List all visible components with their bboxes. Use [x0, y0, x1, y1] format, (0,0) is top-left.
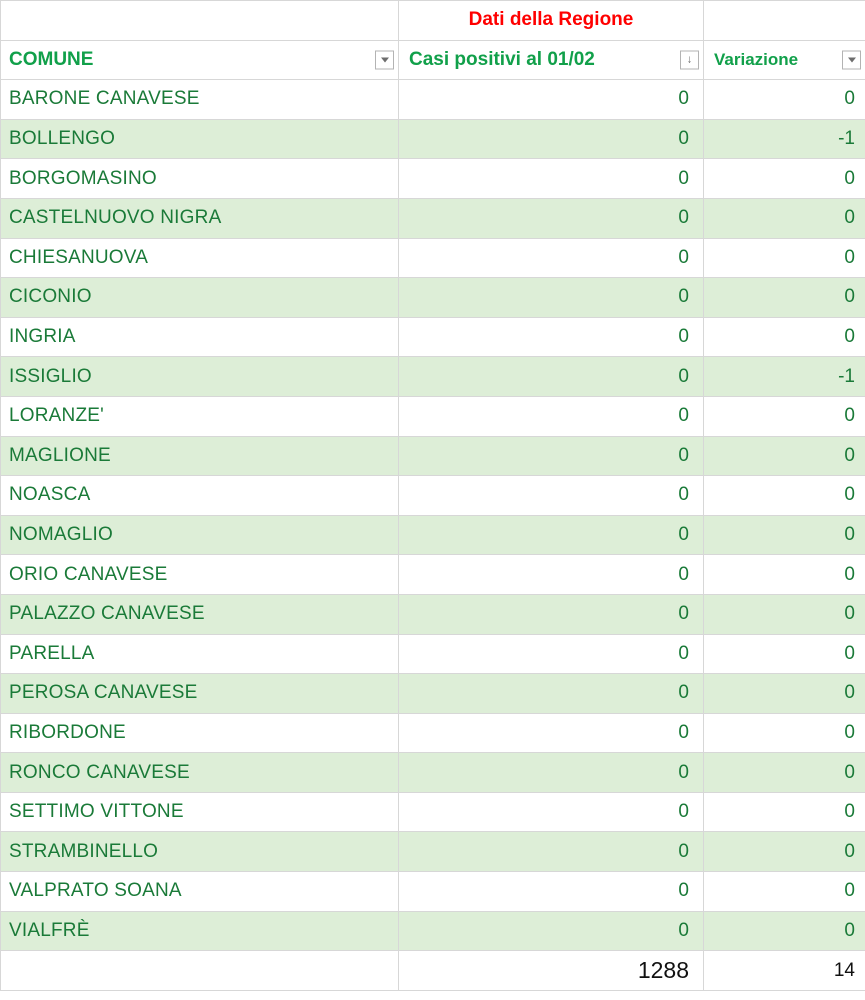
cell-variazione[interactable]: 0: [704, 396, 865, 436]
table-row[interactable]: [1, 792, 865, 832]
cell-variazione[interactable]: 0: [704, 911, 865, 951]
cell-comune[interactable]: INGRIA: [1, 317, 399, 357]
cell-variazione[interactable]: 0: [704, 476, 865, 516]
cell-casi[interactable]: 0: [399, 555, 704, 595]
table-row[interactable]: [1, 911, 865, 951]
title-row-blank-cell[interactable]: [1, 1, 399, 41]
cell-comune[interactable]: STRAMBINELLO: [1, 832, 399, 872]
cell-casi[interactable]: 0: [399, 317, 704, 357]
cell-variazione[interactable]: 0: [704, 238, 865, 278]
table-row[interactable]: [1, 357, 865, 397]
table-row[interactable]: [1, 555, 865, 595]
cell-variazione[interactable]: 0: [704, 634, 865, 674]
cell-comune[interactable]: VALPRATO SOANA: [1, 872, 399, 912]
title-row: [1, 1, 865, 41]
cell-casi[interactable]: 0: [399, 674, 704, 714]
table-row[interactable]: [1, 238, 865, 278]
table-row[interactable]: [1, 713, 865, 753]
cell-comune[interactable]: RONCO CANAVESE: [1, 753, 399, 793]
cell-variazione[interactable]: 0: [704, 872, 865, 912]
title-row-blank-cell-right[interactable]: [704, 1, 865, 41]
chevron-down-icon: [381, 57, 389, 62]
cell-comune[interactable]: CHIESANUOVA: [1, 238, 399, 278]
totals-cell-blank[interactable]: [1, 951, 399, 991]
table-row[interactable]: [1, 159, 865, 199]
cell-comune[interactable]: CASTELNUOVO NIGRA: [1, 198, 399, 238]
cell-variazione[interactable]: 0: [704, 713, 865, 753]
table-row[interactable]: [1, 317, 865, 357]
cell-variazione[interactable]: 0: [704, 792, 865, 832]
table-row[interactable]: [1, 515, 865, 555]
table-row[interactable]: [1, 594, 865, 634]
cell-casi[interactable]: 0: [399, 515, 704, 555]
cell-casi[interactable]: 0: [399, 436, 704, 476]
header-label-comune: COMUNE: [9, 48, 94, 70]
table-row[interactable]: [1, 872, 865, 912]
cell-casi[interactable]: 0: [399, 832, 704, 872]
header-row: [1, 40, 865, 80]
header-cell-casi-positivi[interactable]: [399, 40, 704, 80]
filter-dropdown-icon-comune[interactable]: [375, 50, 394, 69]
table-row[interactable]: [1, 278, 865, 318]
table-row[interactable]: [1, 198, 865, 238]
cell-comune[interactable]: LORANZE': [1, 396, 399, 436]
totals-cell-variazione[interactable]: 14: [704, 951, 865, 991]
cell-variazione[interactable]: 0: [704, 80, 865, 120]
cell-comune[interactable]: ISSIGLIO: [1, 357, 399, 397]
cell-comune[interactable]: PALAZZO CANAVESE: [1, 594, 399, 634]
cell-comune[interactable]: CICONIO: [1, 278, 399, 318]
cell-casi[interactable]: 0: [399, 634, 704, 674]
cell-variazione[interactable]: 0: [704, 198, 865, 238]
cell-casi[interactable]: 0: [399, 753, 704, 793]
cell-casi[interactable]: 0: [399, 476, 704, 516]
cell-comune[interactable]: NOMAGLIO: [1, 515, 399, 555]
cell-casi[interactable]: 0: [399, 159, 704, 199]
table-row[interactable]: [1, 674, 865, 714]
cell-comune[interactable]: PARELLA: [1, 634, 399, 674]
cell-casi[interactable]: 0: [399, 713, 704, 753]
cell-variazione[interactable]: 0: [704, 832, 865, 872]
cell-comune[interactable]: PEROSA CANAVESE: [1, 674, 399, 714]
cell-comune[interactable]: NOASCA: [1, 476, 399, 516]
cell-comune[interactable]: MAGLIONE: [1, 436, 399, 476]
cell-comune[interactable]: BOLLENGO: [1, 119, 399, 159]
cell-variazione[interactable]: 0: [704, 753, 865, 793]
region-data-title: Dati della Regione: [399, 1, 704, 41]
table-row[interactable]: [1, 753, 865, 793]
cell-casi[interactable]: 0: [399, 396, 704, 436]
table-row[interactable]: [1, 396, 865, 436]
header-cell-comune[interactable]: [1, 40, 399, 80]
cell-casi[interactable]: 0: [399, 357, 704, 397]
table-body: [1, 1, 865, 991]
table-row[interactable]: [1, 119, 865, 159]
cell-comune[interactable]: RIBORDONE: [1, 713, 399, 753]
cell-casi[interactable]: 0: [399, 238, 704, 278]
sort-ascending-icon: ↓: [686, 53, 693, 66]
cell-variazione[interactable]: 0: [704, 436, 865, 476]
cell-casi[interactable]: 0: [399, 278, 704, 318]
cell-variazione[interactable]: 0: [704, 555, 865, 595]
cell-casi[interactable]: 0: [399, 792, 704, 832]
cell-comune[interactable]: VIALFRÈ: [1, 911, 399, 951]
cell-variazione[interactable]: -1: [704, 357, 865, 397]
cell-variazione[interactable]: -1: [704, 119, 865, 159]
table-row[interactable]: [1, 80, 865, 120]
table-row[interactable]: [1, 436, 865, 476]
cell-casi[interactable]: 0: [399, 872, 704, 912]
cell-variazione[interactable]: 0: [704, 674, 865, 714]
cell-variazione[interactable]: 0: [704, 278, 865, 318]
cell-comune[interactable]: SETTIMO VITTONE: [1, 792, 399, 832]
header-cell-variazione[interactable]: [704, 40, 865, 80]
cell-casi[interactable]: 0: [399, 198, 704, 238]
cell-casi[interactable]: 0: [399, 80, 704, 120]
cell-variazione[interactable]: 0: [704, 159, 865, 199]
cell-comune[interactable]: BARONE CANAVESE: [1, 80, 399, 120]
header-label-variazione: Variazione: [714, 49, 799, 69]
cell-variazione[interactable]: 0: [704, 515, 865, 555]
totals-cell-casi[interactable]: 1288: [399, 951, 704, 991]
filter-dropdown-icon-variazione[interactable]: [842, 50, 861, 69]
header-label-casi-positivi: Casi positivi al 01/02: [409, 48, 595, 70]
table-row[interactable]: [1, 476, 865, 516]
cell-variazione[interactable]: 0: [704, 594, 865, 634]
totals-row[interactable]: [1, 951, 865, 991]
cell-comune[interactable]: BORGOMASINO: [1, 159, 399, 199]
cell-variazione[interactable]: 0: [704, 317, 865, 357]
sort-filter-icon-casi[interactable]: [680, 50, 699, 69]
cell-casi[interactable]: 0: [399, 911, 704, 951]
cell-comune[interactable]: ORIO CANAVESE: [1, 555, 399, 595]
chevron-down-icon: [848, 57, 856, 62]
cell-casi[interactable]: 0: [399, 594, 704, 634]
cell-casi[interactable]: 0: [399, 119, 704, 159]
table-row[interactable]: [1, 832, 865, 872]
table-row[interactable]: [1, 634, 865, 674]
